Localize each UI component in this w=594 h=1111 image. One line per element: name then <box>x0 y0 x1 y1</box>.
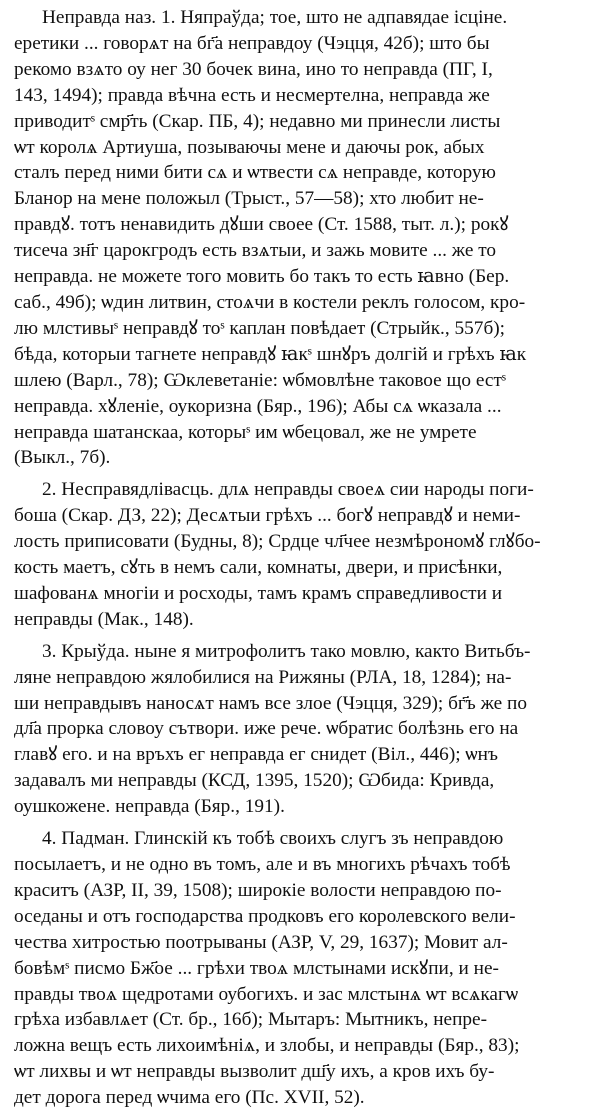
text-line: задавалъ ми неправды (КСД, 1395, 1520); Ѡбида: Кривда, <box>14 770 495 792</box>
text-line: лю млстивыˢ неправдꙋ тоˢ каплан повѣдает (Стрыйк., 557б); <box>14 317 506 339</box>
text-line: Неправда наз. 1. Няпраўда; тое, што не адпавядае ісціне. <box>42 7 508 28</box>
text-line: лость приписовати (Будны, 8); Срдце чл҃чее незмѣрономꙋ глꙋбо- <box>14 531 541 553</box>
text-line: тисеча зн҃г царокгродъ есть взѧтыи, и зажь мовите ... же то <box>14 240 497 262</box>
text-line: шафованѧ многіи и росходы, тамъ крамъ справедливости и <box>14 582 503 604</box>
text-line: саб., 49б); ѡдин литвин, стоѧчи в костели реклъ голосом, кро- <box>14 291 526 313</box>
text-line: 143, 1494); правда вѣчна есть и несмертелна, неправда же <box>14 84 490 106</box>
text-line: главꙋ его. и на връхъ ег неправда ег снидет (Віл., 446); ѡнъ <box>14 744 498 766</box>
text-line: неправда шатанскаа, которыˢ им ѡбецовал, же не умрете <box>14 421 477 443</box>
text-line: оседаны и отъ господарства продковъ его королевского вели- <box>14 905 516 927</box>
text-line: рекомо взѧто оу нег 30 бочек вина, ино то неправда (ПГ, I, <box>14 58 493 80</box>
entry-sense-1 <box>14 5 580 471</box>
text-line: правды твоѧ щедротами оубогихъ. и зас млстынѧ ѡт всѧкагѡ <box>14 983 519 1005</box>
text-line: шлею (Варл., 78); Ѡклеветаніе: ѡбмовлѣне таковое що естˢ <box>14 369 506 391</box>
text-line: оушкожене. неправда (Бяр., 191). <box>14 796 285 818</box>
text-line: дл҃а прорка словоу сътвори. иже рече. ѡбратис болѣзнь его на <box>14 718 519 740</box>
text-line: 3. Крыўда. ныне я митрофолитъ тако мовлю, както Витьбъ- <box>42 640 531 662</box>
text-line: кость маетъ, сꙋть в немъ сали, комнаты, двери, и присѣнки, <box>14 557 503 579</box>
text-line: боша (Скар. ДЗ, 22); Десѧтыи грѣхъ ... богꙋ неправдꙋ и неми- <box>14 505 521 527</box>
entry-sense-3 <box>14 639 580 820</box>
entry-sense-2 <box>14 477 580 632</box>
text-line: ѡт лихвы и ѡт неправды вызволит дш҃у ихъ, а кров ихъ бу- <box>14 1061 495 1083</box>
text-line: бѣда, которыи тагнете неправдꙋ ꙗкˢ шнꙋръ долгій и грѣхъ ꙗк <box>14 343 527 365</box>
text-line: ложна вещъ есть лихоимѣніѧ, и злобы, и неправды (Бяр., 83); <box>14 1035 520 1057</box>
text-line: краситъ (АЗР, II, 39, 1508); широкіе волости неправдою по- <box>14 879 502 901</box>
text-line: правдꙋ. тотъ ненавидить дꙋши своее (Ст. 1588, тыт. л.); рокꙋ <box>14 214 509 236</box>
text-line: Бланор на мене положыл (Трыст., 57—58); хто любит не- <box>14 188 484 210</box>
text-line: грѣха избавлѧет (Ст. бр., 16б); Мытаръ: Мытникъ, непре- <box>14 1009 488 1031</box>
entry-sense-4 <box>14 826 580 1111</box>
text-line: посылаетъ, и не одно въ томъ, але и въ многихъ рѣчахъ тобѣ <box>14 854 511 875</box>
text-line: неправды (Мак., 148). <box>14 608 194 630</box>
text-line: ѡт королѧ Артиуша, позываючы мене и даючы рок, абых <box>14 136 485 158</box>
text-line: 2. Несправядлівасць. длѧ неправды своеѧ сии народы поги- <box>42 479 534 501</box>
text-line: бовѣмˢ писмо Бж҃ое ... грѣхи твоѧ млстынами искꙋпи, и не- <box>14 957 499 979</box>
text-line: 4. Падман. Глинскій къ тобѣ своихъ слугъ зъ неправдою <box>42 828 504 850</box>
text-line: (Выкл., 7б). <box>14 447 111 469</box>
text-line: ши неправдывъ наносѧт намъ все злое (Чэцця, 329); бг҃ъ же по <box>14 692 528 714</box>
text-line: еретики ... говорѧт на бг҃а неправдоу (Чэцця, 42б); што бы <box>14 32 490 54</box>
text-line: неправда. не можете того мовить бо такъ то есть ꙗвно (Бер. <box>14 266 510 288</box>
text-line: сталъ перед ними бити сѧ и ѡтвести сѧ неправде, которую <box>14 162 496 184</box>
text-line: дет дорога перед ѡчима его (Пс. XVII, 52). <box>14 1087 365 1109</box>
text-line: чества хитростью поотрываны (АЗР, V, 29, 1637); Мовит ал- <box>14 931 508 953</box>
text-line: приводитˢ смр҃ть (Скар. ПБ, 4); недавно ми принесли листы <box>14 110 501 132</box>
text-line: неправда. хꙋленіе, оукоризна (Бяр., 196); Абы сѧ ѡказала ... <box>14 395 502 417</box>
text-line: ляне неправдою жялобилися на Рижяны (РЛА, 18, 1284); на- <box>14 666 512 688</box>
